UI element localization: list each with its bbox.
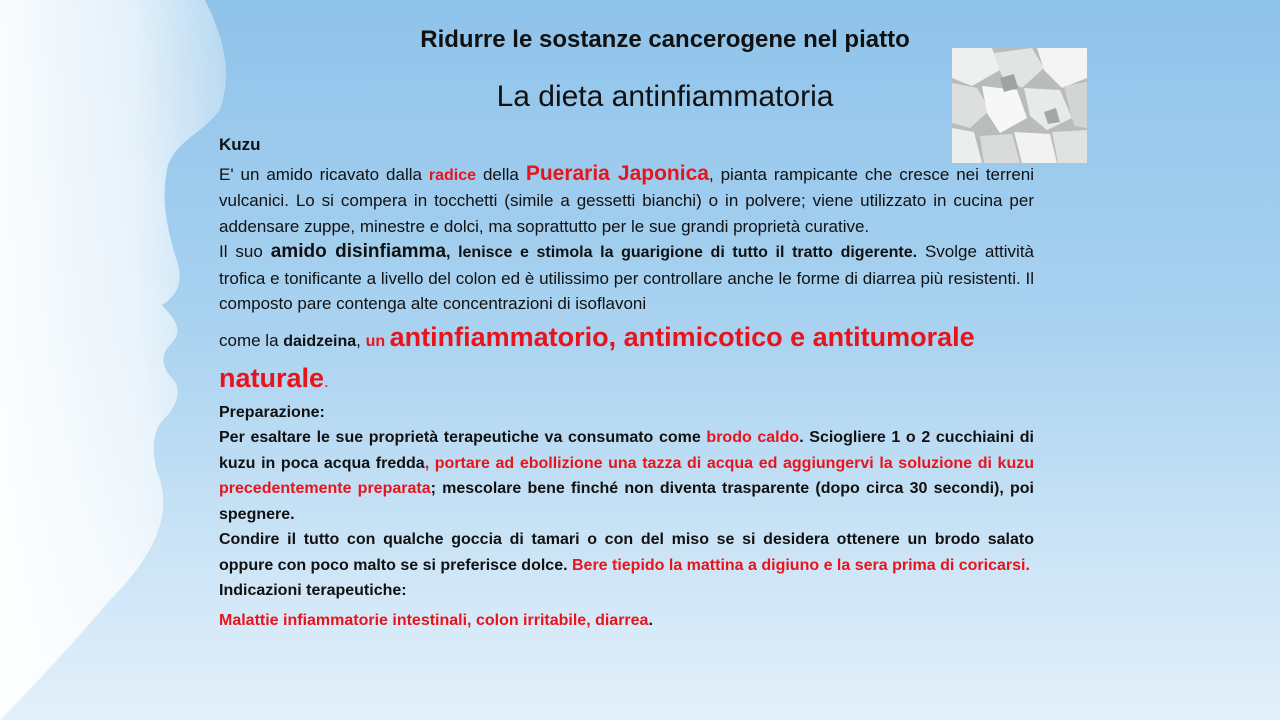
text-run: , (356, 330, 366, 350)
highlight-amido: amido disinfiamma (270, 241, 447, 262)
highlight-brodo-caldo: brodo caldo (706, 429, 800, 446)
red-run: Malattie infiammatorie intestinali, colon irritabile, diarrea (219, 611, 649, 629)
text-run: Per esaltare le sue proprietà terapeutiche va consumato come (219, 429, 707, 446)
paragraph-seasoning (219, 527, 1034, 578)
text-run: ; mescolare bene finché non diventa trasparente (dopo circa 30 secondi), poi spegnere. (219, 480, 1034, 523)
text-run: Svolge attività trofica e tonificante a livello del colon ed è utilissimo per controllare anche le forme di diarrea più resistenti. Il composto pare contenga alte concentrazioni di isoflavoni (219, 242, 1034, 313)
red-run: Bere tiepido la mattina a digiuno e la sera prima di coricarsi. (571, 556, 1030, 574)
slide-title: Ridurre le sostanze cancerogene nel piatto (420, 26, 910, 53)
red-run: , portare ad ebollizione una tazza di acqua ed aggiungervi la soluzione di kuzu precedentemente preparata (219, 454, 1034, 497)
highlight-antitumorale: antinfiammatorio, antimicotico e antitumorale naturale (219, 321, 975, 393)
bold-run: , lenisce e stimola la guarigione di tutto il tratto digerente. (446, 244, 918, 261)
text-run: , pianta rampicante che cresce nei terreni vulcanici. Lo si compera in tocchetti (simile a gessetti bianchi) o in polvere; viene utilizzato in cucina per addensare zuppe, minestre e dolci, ma soprattutto per le sue grandi proprietà curative. (219, 164, 1035, 236)
highlight-radice: radice (428, 166, 477, 184)
section-heading-indicazioni: Indicazioni terapeutiche: (219, 582, 407, 599)
paragraph-daidzeina (219, 319, 1034, 400)
highlight-pueraria: Pueraria Japonica (525, 161, 709, 185)
slide-body (219, 132, 1034, 633)
text-run: come la (219, 330, 284, 350)
text-run: Condire il tutto con qualche goccia di tamari o con del miso se si desidera ottenere un brodo salato oppure con poco malto se si preferisce dolce. (219, 531, 1034, 574)
text-run: Il suo (219, 242, 271, 261)
text-run: E' un amido ricavato dalla (219, 164, 429, 184)
section-heading-kuzu: Kuzu (219, 135, 261, 154)
paragraph-properties (219, 239, 1034, 317)
text-run: della (476, 164, 526, 184)
paragraph-indications (219, 608, 1034, 634)
bold-daidzeina: daidzeina (283, 332, 357, 350)
text-run: . Sciogliere 1 o 2 cucchiaini di kuzu in poca acqua fredda (219, 429, 1035, 472)
text-run: . (648, 611, 653, 629)
paragraph-preparation (219, 425, 1034, 527)
red-period: . (324, 371, 329, 391)
paragraph-description (219, 161, 1034, 240)
red-run: un (365, 332, 390, 350)
slide-subtitle: La dieta antinfiammatoria (496, 80, 834, 113)
section-heading-preparazione: Preparazione: (219, 403, 325, 421)
